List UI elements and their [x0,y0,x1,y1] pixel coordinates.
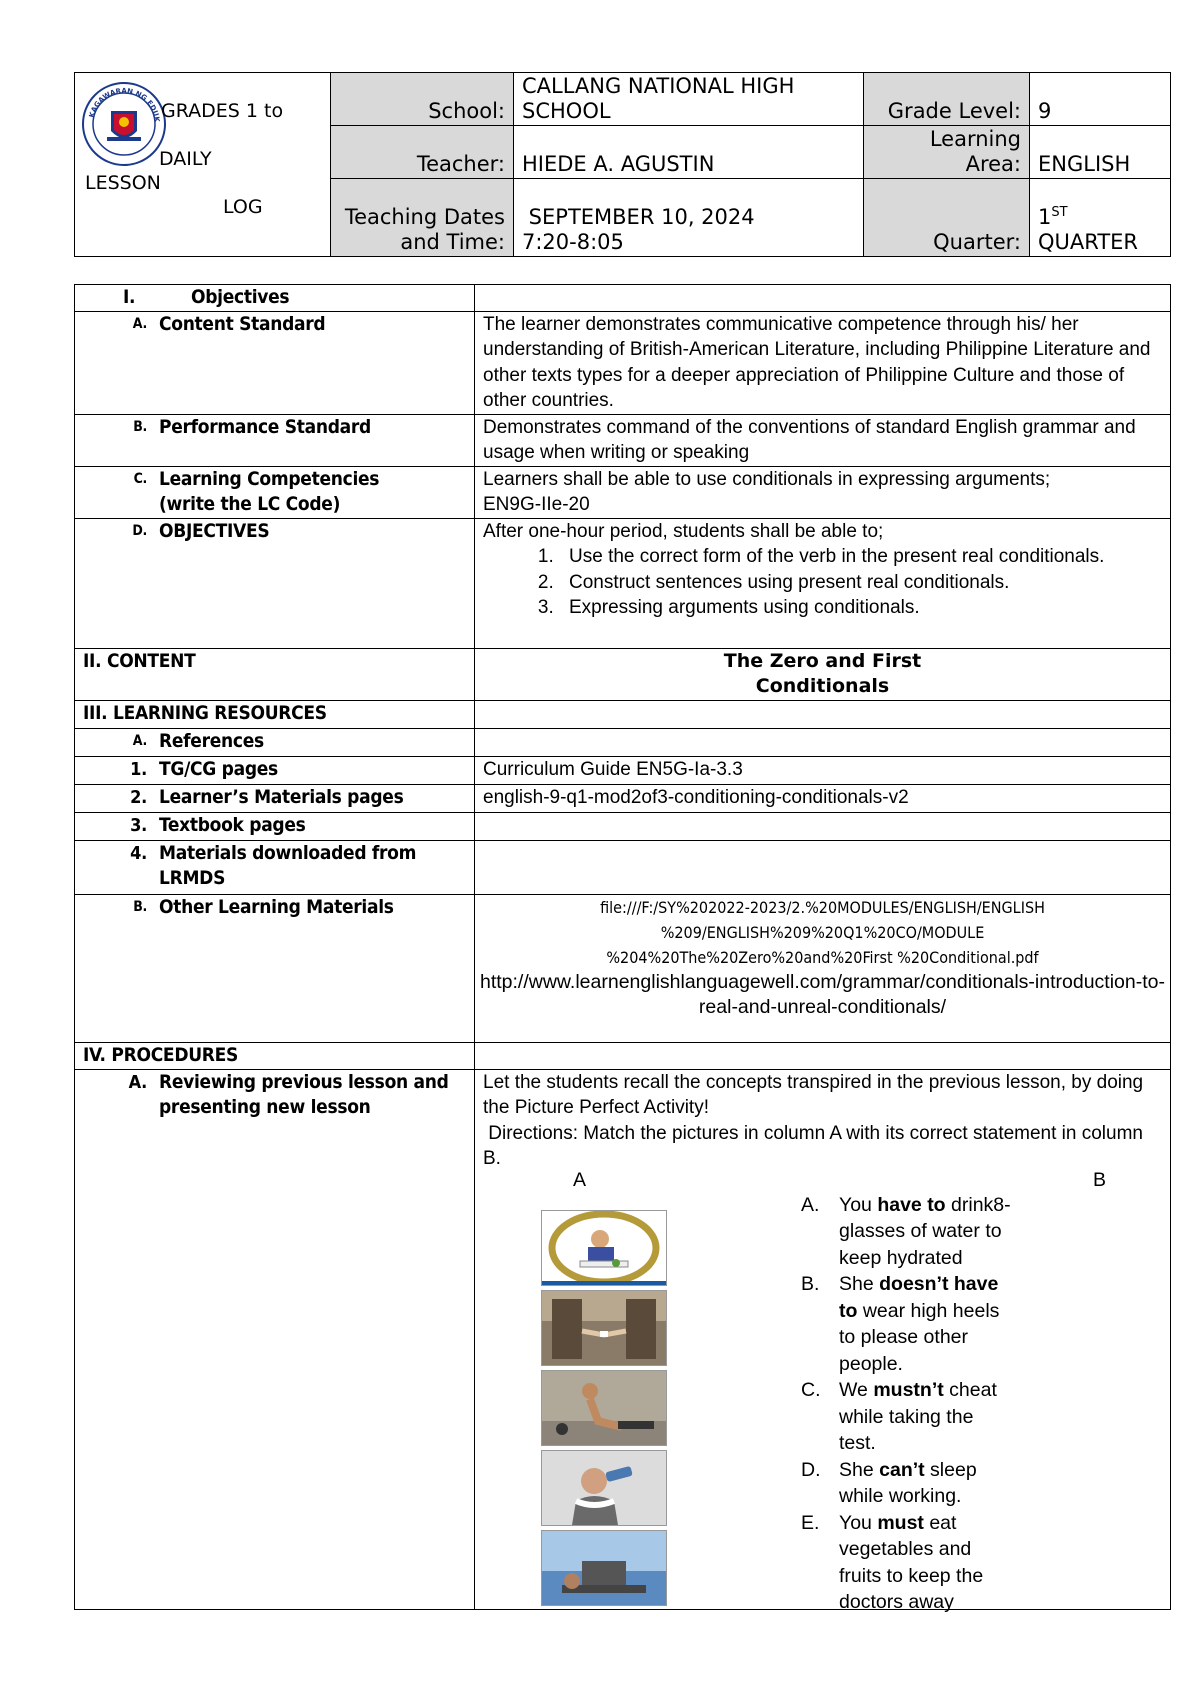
time-text: 7:20-8:05 [522,230,624,254]
review-directions: Directions: Match the pictures in column A with its correct statement in column B. [483,1122,1149,1169]
content-standard-marker: A. [132,315,147,332]
competencies-code: EN9G-IIe-20 [483,494,590,515]
performance-standard-value: Demonstrates command of the conventions of standard English grammar and usage when writing or speaking [475,414,1171,466]
objective-item: 3. Expressing arguments using conditionals. [559,595,1162,621]
deped-seal-icon [81,81,167,173]
review-intro: Let the students recall the concepts transpired in the previous lesson, by doing the Picture Perfect Activity! [483,1071,1144,1118]
lesson-table [74,284,1171,1613]
picture-cheating-hands [541,1290,667,1366]
statement-item: C. We mustn’t cheat while taking the test. [801,1379,997,1454]
column-a-label: A [573,1168,587,1191]
competencies-code-label: (write the LC Code) [159,493,341,515]
lrmds-marker: 4. [130,842,147,864]
grade-label: Grade Level: [864,73,1030,126]
header-table [74,72,1171,257]
quarter-label: Quarter: [864,179,1030,257]
grade-value: 9 [1030,73,1171,126]
quarter-num: 1 [1038,205,1052,229]
statement-list [801,1192,1011,1616]
tg-label: TG/CG pages [159,757,278,780]
textbook-marker: 3. [130,814,147,836]
lm-label: Learner’s Materials pages [159,785,404,808]
quarter-value [1030,179,1171,257]
statement-item: B. She doesn’t have to wear high heels to please other people. [801,1273,1000,1375]
tg-marker: 1. [130,758,147,780]
dates-label: Teaching Dates and Time: [331,179,514,257]
objectives-list [483,544,1162,621]
textbook-label: Textbook pages [159,813,306,836]
picture-man-exercising [541,1370,667,1446]
objectives-heading [75,285,475,312]
svg-text:KAGAWARAN NG EDUKASYON: KAGAWARAN NG EDUK [87,87,162,123]
content-title-2: Conditionals [755,675,890,697]
daily-label: DAILY [159,148,212,170]
dates-value [514,179,864,257]
tg-value: Curriculum Guide EN5G-Ia-3.3 [475,756,1171,784]
area-label: Learning Area: [864,126,1030,179]
area-value: ENGLISH [1030,126,1171,179]
performance-standard-marker: B. [133,418,147,435]
other-materials-file-link[interactable]: file:///F:/SY%202022-2023/2.%20MODULES/ENGLISH/ENGLISH %209/ENGLISH%209%20Q1%20CO/MODULE %204%20The%20Zero%20and%20First %20Conditional.pdf [600,897,1045,967]
objectives-title: Objectives [191,286,290,308]
title-cell [75,73,331,257]
performance-standard-label: Performance Standard [159,415,371,438]
statement-item: D. She can’t sleep while working. [801,1458,977,1507]
references-label: References [159,729,264,752]
school-label: School: [331,73,514,126]
lm-marker: 2. [130,786,147,808]
picture-boy-eating [541,1210,667,1286]
statement-item: E. You must eat vegetables and fruits to keep the doctors away [801,1511,984,1613]
competencies-marker: C. [133,470,147,487]
content-title-1: The Zero and First [723,649,922,672]
objectives-marker: I. [123,286,136,308]
content-standard-label: Content Standard [159,312,326,335]
lesson-label: LESSON [85,172,161,194]
matching-activity [483,1168,1162,1613]
objective-item: 1. Use the correct form of the verb in the present real conditionals. [559,544,1162,570]
review-marker: A. [128,1071,147,1093]
other-materials-marker: B. [133,898,147,915]
procedures-heading: IV. PROCEDURES [75,1042,475,1069]
objectives-d-label: OBJECTIVES [159,519,270,542]
statement-item: A. You have to drink8-glasses of water to keep hydrated [801,1193,1011,1269]
content-heading: II. CONTENT [75,648,475,700]
review-label: Reviewing previous lesson and presenting new lesson [159,1070,449,1118]
quarter-sup: ST [1051,205,1068,220]
resources-heading: III. LEARNING RESOURCES [75,700,475,728]
competencies-label: Learning Competencies [159,467,380,490]
objective-item: 2. Construct sentences using present real conditionals. [559,570,1162,596]
objectives-intro: After one-hour period, students shall be able to; [483,520,884,542]
picture-woman-sleeping-at-work [541,1530,667,1606]
competencies-value: Learners shall be able to use conditionals in expressing arguments; [483,468,1051,490]
log-label: LOG [223,196,263,218]
lm-value: english-9-q1-mod2of3-conditioning-conditionals-v2 [475,784,1171,812]
school-value: CALLANG NATIONAL HIGH SCHOOL [514,73,864,126]
other-materials-label: Other Learning Materials [159,895,394,918]
teacher-value: HIEDE A. AGUSTIN [514,126,864,179]
objectives-d-marker: D. [132,522,147,539]
content-standard-value: The learner demonstrates communicative competence through his/ her understanding of British-American Literature, including Philippine Literature and other texts types for a deeper appreciation of Philippine Culture and those of other countries. [475,311,1171,414]
date-text: SEPTEMBER 10, 2024 [522,205,755,229]
column-b-label: B [1093,1168,1107,1191]
picture-man-drinking-water [541,1450,667,1526]
grades-label: GRADES 1 to [161,100,284,122]
quarter-word: QUARTER [1038,230,1139,254]
lrmds-label: Materials downloaded from LRMDS [159,841,417,889]
other-materials-web-link[interactable]: http://www.learnenglishlanguagewell.com/grammar/conditionals-introduction-to-real-and-unreal-conditionals/ [479,970,1165,1018]
references-marker: A. [132,732,147,749]
teacher-label: Teacher: [331,126,514,179]
